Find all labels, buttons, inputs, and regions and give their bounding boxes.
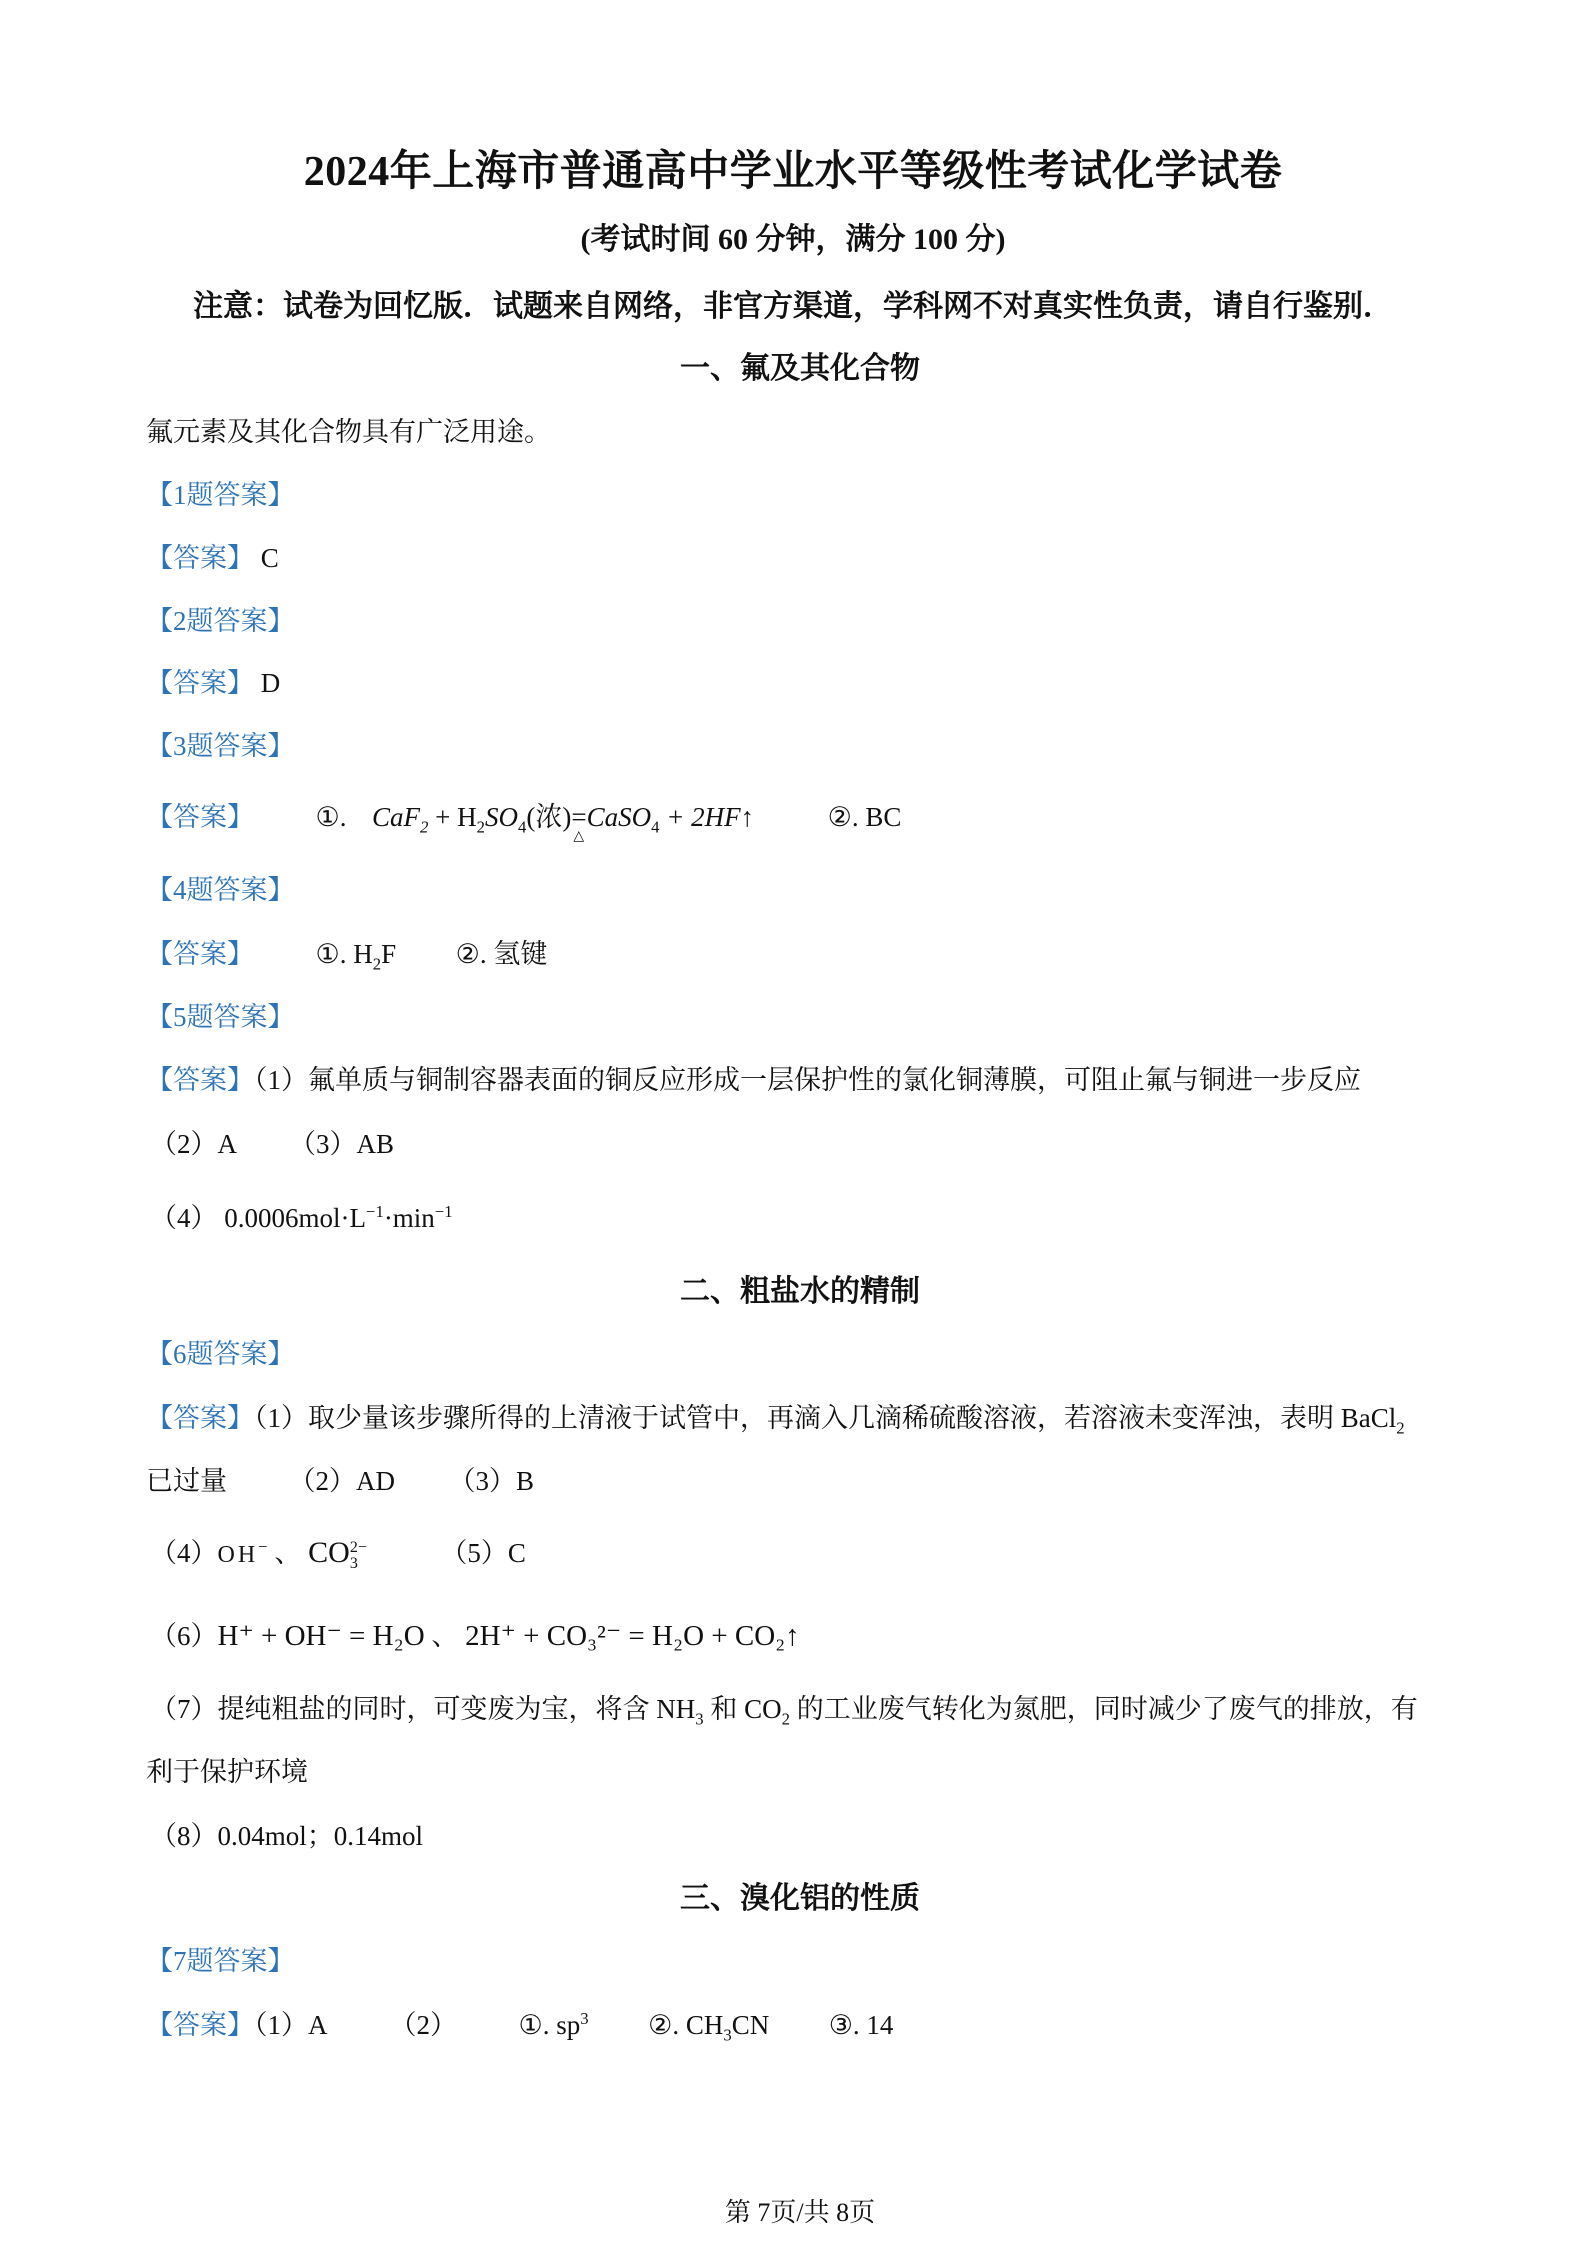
answer-6-part8: （8）0.04mol；0.14mol bbox=[150, 1821, 424, 1851]
page-title: 2024年上海市普通高中学业水平等级性考试化学试卷 bbox=[303, 149, 1283, 195]
answer-tag: 【答案】 bbox=[146, 668, 254, 698]
answer-4 bbox=[146, 932, 548, 974]
answer-5-part4: （4） $0.0006mol\cdot L^{-1}\cdot\min^{-1}$ bbox=[150, 1202, 453, 1233]
section-heading-2: 二、粗盐水的精制 bbox=[680, 1275, 920, 1308]
chemical-equation: $CaF_2 + H_2SO_4$(浓)= △ CaSO$_4$ + 2HF↑ bbox=[371, 802, 755, 844]
answer-2 bbox=[146, 661, 280, 700]
answer-value: D bbox=[260, 668, 281, 698]
answer-6-part1: 【答案】（1）取少量该步骤所得的上清液于试管中，再滴入几滴稀硫酸溶液，若溶液未变浑浊，表明 BaCl$_2$ bbox=[146, 1403, 1405, 1438]
question-label-1: 【1题答案】 bbox=[146, 480, 295, 510]
answer-6-part7: （7）提纯粗盐的同时，可变废为宝，将含 $NH_3$ 和 $CO_2$ 的工业废气转化为氮肥，同时减少了废气的排放，有 bbox=[150, 1694, 1418, 1729]
question-label-4: 【4题答案】 bbox=[146, 875, 295, 905]
part-marker: ①. bbox=[315, 802, 347, 832]
answer-5-part2-3: （2）A （3）AB bbox=[150, 1129, 395, 1159]
question-label-6: 【6题答案】 bbox=[146, 1339, 295, 1369]
notice: 注意：试卷为回忆版．试题来自网络，非官方渠道，学科网不对真实性负责，请自行鉴别． bbox=[193, 290, 1393, 323]
question-label-5: 【5题答案】 bbox=[146, 1002, 295, 1032]
question-label-7: 【7题答案】 bbox=[146, 1946, 295, 1976]
answer-value: C bbox=[260, 543, 279, 573]
answer-tag: 【答案】 bbox=[146, 1065, 254, 1095]
part-answer: ①. $H_2F$ bbox=[315, 939, 397, 974]
answer-6-part6: （6）H⁺ + OH⁻ = H₂O 、 2H⁺ + CO₃²⁻ = H₂O + CO₂↑ bbox=[150, 1620, 800, 1652]
question-label-2: 【2题答案】 bbox=[146, 606, 295, 636]
page-number: 第 7页/共 8页 bbox=[724, 2198, 876, 2227]
answer-1 bbox=[146, 536, 279, 575]
answer-6-part1-cont: 已过量 （2）AD （3）B bbox=[146, 1466, 535, 1496]
section-heading-1: 一、氟及其化合物 bbox=[680, 352, 920, 385]
answer-6-part7-cont: 利于保护环境 bbox=[146, 1757, 308, 1787]
part-answer: ②. 氢键 bbox=[455, 939, 548, 969]
answer-5-part1: 【答案】（1）氟单质与铜制容器表面的铜反应形成一层保护性的氯化铜薄膜，可阻止氟与铜进一步反应 bbox=[146, 1065, 1361, 1095]
answer-6-part4-5: （4）OH− 、 CO 2− 3 （5）C bbox=[150, 1536, 526, 1572]
exam-info: (考试时间 60 分钟，满分 100 分) bbox=[580, 223, 1006, 256]
answer-tag: 【答案】 bbox=[146, 802, 254, 832]
section-heading-3: 三、溴化铝的性质 bbox=[680, 1882, 920, 1915]
answer-3 bbox=[146, 795, 902, 844]
part-answer: ②. BC bbox=[827, 802, 902, 832]
section-intro: 氟元素及其化合物具有广泛用途。 bbox=[146, 417, 551, 447]
question-label-3: 【3题答案】 bbox=[146, 731, 295, 761]
answer-7: 【答案】（1）A （2） ①. $sp^3$ ②. $CH_3CN$ ③. 14 bbox=[146, 2009, 894, 2045]
answer-tag: 【答案】 bbox=[146, 939, 254, 969]
answer-tag: 【答案】 bbox=[146, 543, 254, 573]
